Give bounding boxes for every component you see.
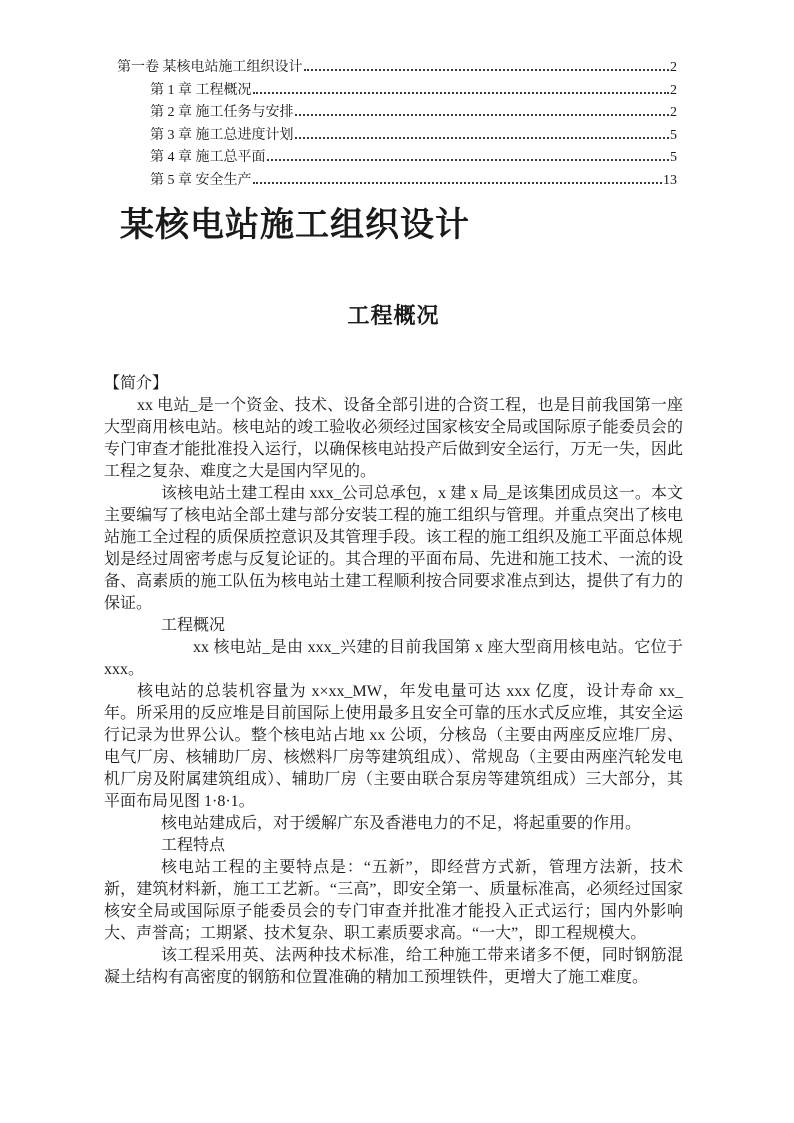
toc-entry-volume-1[interactable] (117, 57, 677, 80)
document-title: 某核电站施工组织设计 (120, 207, 470, 244)
toc-entry-label: 第 5 章 安全生产 (150, 172, 252, 188)
toc-leader-dots (267, 158, 670, 161)
toc-page-number: 2 (670, 105, 677, 120)
subheading-project-features: 工程特点 (161, 836, 226, 854)
toc-page-number: 5 (670, 150, 677, 165)
toc-entry-chapter-2[interactable] (117, 102, 677, 125)
toc-entry-label: 第 3 章 施工总进度计划 (150, 127, 294, 143)
paragraph-brief-label: 【简介】 (104, 374, 169, 392)
toc-entry-chapter-4[interactable] (117, 147, 677, 170)
toc-leader-dots (253, 181, 663, 184)
toc-entry-label: 第 4 章 施工总平面 (150, 150, 266, 165)
toc-page-number: 2 (670, 60, 677, 75)
subheading-project-overview: 工程概况 (161, 616, 226, 634)
toc-page-number: 13 (663, 172, 677, 188)
table-of-contents (104, 57, 677, 192)
toc-leader-dots (295, 113, 670, 116)
paragraph-standards: 该工程采用英、法两种技术标准，给工种施工带来诸多不便，同时钢筋混凝土结构有高密度的钢筋和位置准确的精加工预埋铁件，更增大了施工难度。 (104, 946, 683, 986)
toc-entry-chapter-1[interactable] (117, 80, 677, 103)
toc-entry-chapter-3[interactable] (117, 125, 677, 148)
paragraph-intro: xx 电站_是一个资金、技术、设备全部引进的合资工程，也是目前我国第一座大型商用核电站。核电站的竣工验收必须经过国家核安全局或国际原子能委员会的专门审查才能批准投入运行，以确保核电站投产后做到安全运行，万无一失，因此工程之复杂、难度之大是国内罕见的。 (104, 396, 683, 480)
paragraph-location: xx 核电站_是由 xxx_兴建的目前我国第 x 座大型商用核电站。它位于 xxx。 (104, 638, 683, 678)
toc-leader-dots (304, 68, 670, 71)
paragraph-features: 核电站工程的主要特点是：“五新”，即经营方式新，管理方法新，技术新，建筑材料新，施工工艺新。“三高”，即安全第一、质量标准高，必须经过国家核安全局或国际原子能委员会的专门审查并批准才能投入正式运行；国内外影响大、声誉高；工期紧、技术复杂、职工素质要求高。“一大”，即工程规模大。 (104, 858, 683, 942)
toc-leader-dots (253, 91, 670, 94)
paragraph-contractor: 该核电站土建工程由 xxx_公司总承包，x 建 x 局_是该集团成员这一。本文主要编写了核电站全部土建与部分安装工程的施工组织与管理。并重点突出了核电站施工全过程的质保质控意识及其管理手段。该工程的施工组织及施工平面总体规划是经过周密考虑与反复论证的。其合理的平面布局、先进和施工技术、一流的设备、高素质的施工队伍为核电站土建工程顺利按合同要求准点到达，提供了有力的保证。 (104, 484, 683, 612)
paragraph-benefit: 核电站建成后，对于缓解广东及香港电力的不足，将起重要的作用。 (161, 814, 642, 832)
toc-entry-label: 第一卷 某核电站施工组织设计 (117, 60, 303, 75)
toc-entry-label: 第 2 章 施工任务与安排 (150, 105, 294, 120)
toc-page-number: 2 (670, 82, 677, 98)
toc-entry-chapter-5[interactable] (117, 170, 677, 193)
toc-leader-dots (295, 136, 670, 139)
section-heading: 工程概况 (347, 302, 440, 328)
document-body (104, 373, 683, 989)
toc-entry-label: 第 1 章 工程概况 (150, 82, 252, 98)
toc-page-number: 5 (670, 127, 677, 143)
paragraph-capacity: 核电站的总装机容量为 x×xx_MW，年发电量可达 xxx 亿度，设计寿命 xx_年。所采用的反应堆是目前国际上使用最多且安全可靠的压水式反应堆，其安全运行记录为世界公认。整个核电站占地 xx 公顷，分核岛（主要由两座反应堆厂房、电气厂房、核辅助厂房、核燃料厂房等建筑组成）、常规岛（主要由两座汽轮发电机厂房及附属建筑组成）、辅助厂房（主要由联合泵房等建筑组成）三大部分，其平面布局见图 1·8·1。 (104, 682, 683, 810)
